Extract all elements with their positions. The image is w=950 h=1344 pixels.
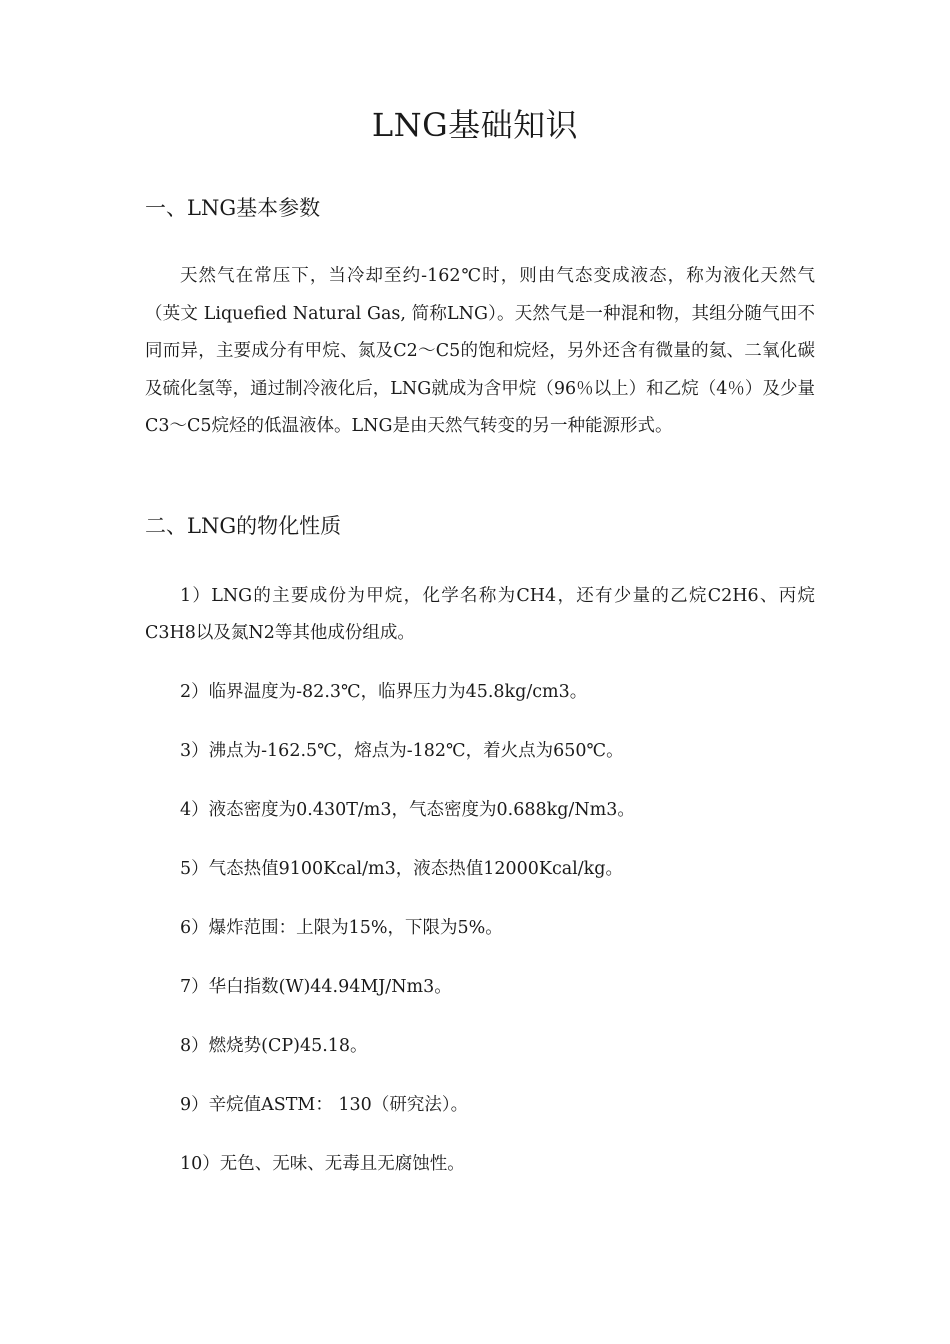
section-heading-properties: 二、LNG的物化性质: [145, 514, 342, 538]
properties-list: [145, 578, 815, 1205]
properties-list-item: 5）气态热值9100Kcal/m3，液态热值12000Kcal/kg。: [180, 859, 623, 879]
properties-list-item: 10）无色、无味、无毒且无腐蚀性。: [180, 1154, 465, 1174]
properties-list-item: 3）沸点为-162.5℃，熔点为-182℃，着火点为650℃。: [180, 741, 624, 761]
properties-list-item: 7）华白指数(W)44.94MJ/Nm3。: [180, 977, 452, 997]
properties-list-item: 2）临界温度为-82.3℃，临界压力为45.8kg/cm3。: [180, 682, 588, 702]
properties-list-item: 8）燃烧势(CP)45.18。: [180, 1036, 368, 1056]
document-title: LNG基础知识: [371, 106, 579, 144]
properties-list-item: 4）液态密度为0.430T/m3，气态密度为0.688kg/Nm3。: [180, 800, 635, 820]
properties-list-item: 9）辛烷值ASTM： 130（研究法）。: [180, 1095, 469, 1115]
section-heading-basic-parameters: 一、LNG基本参数: [145, 196, 321, 220]
section-paragraph-basic-parameters: 天然气在常压下，当冷却至约-162℃时，则由气态变成液态，称为液化天然气（英文 Liquefied Natural Gas, 简称LNG）。天然气是一种混和物，其组分随气田不同而异，主要成分有甲烷、氮及C2～C5的饱和烷烃，另外还含有微量的氦、二氧化碳及硫化氢等，通过制冷液化后，LNG就成为含甲烷（96％以上）和乙烷（4％）及少量C3～C5烷烃的低温液体。LNG是由天然气转变的另一种能源形式。: [145, 266, 815, 436]
properties-list-item: 6）爆炸范围：上限为15%，下限为5%。: [180, 918, 503, 938]
properties-list-item: 1）LNG的主要成份为甲烷，化学名称为CH4，还有少量的乙烷C2H6、丙烷C3H8以及氮N2等其他成份组成。: [145, 586, 815, 643]
